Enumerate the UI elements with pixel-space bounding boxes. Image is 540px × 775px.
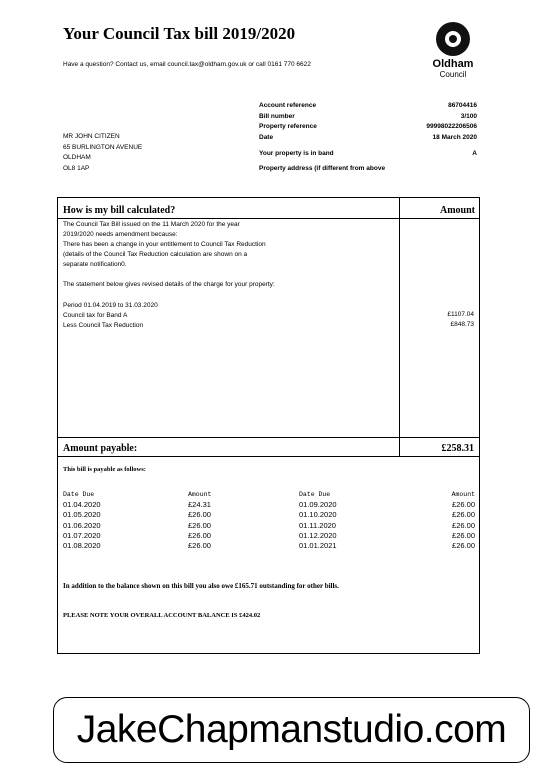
- watermark-banner: JakeChapmanstudio.com: [53, 697, 530, 763]
- due-date: 01.08.2020: [63, 541, 101, 551]
- ref-value: 18 March 2020: [432, 134, 477, 142]
- due-date: 01.05.2020: [63, 510, 101, 520]
- calc-line: (details of the Council Tax Reduction calculation are shown on a: [63, 251, 248, 259]
- schedule-dates-left: [63, 490, 101, 551]
- calculation-heading: How is my bill calculated?: [63, 205, 176, 216]
- bill-title: Your Council Tax bill 2019/2020: [63, 24, 296, 43]
- due-date: 01.11.2020: [299, 520, 336, 530]
- due-amount: £26.00: [452, 500, 475, 510]
- due-amount: £26.00: [188, 530, 211, 540]
- schedule-amounts-left: [188, 490, 211, 551]
- ref-label: Bill number: [259, 112, 295, 120]
- due-date: 01.06.2020: [63, 520, 101, 530]
- calc-line: The Council Tax Bill issued on the 11 March 2020 for the year: [63, 221, 240, 228]
- amount-heading: Amount: [439, 205, 475, 216]
- contact-line: Have a question? Contact us, email council.tax@oldham.gov.uk or call 0161 770 6622: [63, 61, 311, 68]
- outstanding-balance-note: In addition to the balance shown on this bill you also owe £165.71 outstanding for other bills.: [63, 582, 339, 590]
- charge-amount: £848.73: [450, 321, 474, 329]
- charge-amounts: [447, 310, 474, 330]
- due-amount: £26.00: [188, 510, 211, 520]
- ref-value: 99998022206506: [426, 123, 477, 131]
- ref-label: Your property is in band: [259, 149, 334, 157]
- due-amount: £24.31: [188, 500, 211, 510]
- calculation-header: [58, 198, 479, 219]
- due-amount: £26.00: [188, 541, 211, 551]
- ref-value: 86704416: [448, 102, 477, 109]
- logo-sub: Council: [439, 70, 467, 79]
- ref-row: [259, 122, 477, 133]
- column-divider: [399, 438, 400, 456]
- calc-line: separate notification0.: [63, 261, 127, 269]
- ref-value: A: [472, 149, 477, 157]
- ref-row: [259, 149, 477, 160]
- recipient-address: [63, 132, 142, 174]
- amount-header: Amount: [451, 491, 475, 498]
- due-amount: £26.00: [452, 541, 475, 551]
- due-date: 01.09.2020: [299, 500, 337, 510]
- charge-label: Council tax for Band A: [63, 311, 128, 319]
- payable-note: This bill is payable as follows:: [63, 466, 146, 473]
- ref-row: [259, 164, 477, 175]
- ref-row: [259, 112, 477, 123]
- address-line: 65 BURLINGTON AVENUE: [63, 143, 143, 151]
- column-divider: [399, 198, 400, 437]
- address-line: OLDHAM: [63, 154, 91, 161]
- due-date: 01.04.2020: [63, 500, 101, 510]
- due-date: 01.10.2020: [299, 510, 337, 520]
- charge-amount: £1107.04: [447, 311, 474, 318]
- logo-name: Oldham: [432, 58, 474, 70]
- ref-row: [259, 101, 477, 112]
- ref-label: Property address (if different from above: [259, 165, 386, 173]
- amount-payable-label: Amount payable:: [63, 443, 138, 454]
- amount-payable-row: [58, 437, 479, 457]
- amount-header: Amount: [188, 491, 212, 498]
- ref-value: 3/100: [460, 112, 477, 120]
- council-logo: [413, 22, 493, 79]
- statement-line: The statement below gives revised details of the charge for your property:: [63, 281, 275, 289]
- ref-label: Account reference: [259, 102, 317, 109]
- due-amount: £26.00: [452, 510, 475, 520]
- due-date: 01.07.2020: [63, 530, 101, 540]
- oldham-logo-icon: [436, 22, 470, 56]
- due-date: 01.12.2020: [299, 530, 337, 540]
- address-line: MR JOHN CITIZEN: [63, 133, 120, 140]
- overall-balance-note: PLEASE NOTE YOUR OVERALL ACCOUNT BALANCE IS £424.02: [63, 612, 261, 619]
- ref-row: [259, 133, 477, 144]
- charge-label: Less Council Tax Reduction: [63, 321, 144, 329]
- bill-calculation-box: [57, 197, 480, 654]
- date-header: Date Due: [299, 491, 331, 498]
- ref-label: Property reference: [259, 123, 317, 131]
- calc-line: 2019/2020 needs amendment because:: [63, 231, 178, 239]
- ref-label: Date: [259, 134, 274, 142]
- address-line: OL8 1AP: [63, 164, 90, 172]
- schedule-dates-right: [299, 490, 337, 551]
- due-date: 01.01.2021: [299, 541, 337, 551]
- amount-payable-value: £258.31: [441, 443, 474, 454]
- reference-block: [259, 101, 477, 175]
- period-line: Period 01.04.2019 to 31.03.2020: [63, 301, 158, 309]
- due-amount: £26.00: [452, 530, 475, 540]
- schedule-amounts-right: [452, 490, 475, 551]
- due-amount: £26.00: [188, 520, 211, 530]
- due-amount: £26.00: [452, 520, 475, 530]
- calculation-text: [63, 220, 393, 331]
- calc-line: There has been a change in your entitlement to Council Tax Reduction: [63, 241, 266, 249]
- date-header: Date Due: [63, 491, 95, 498]
